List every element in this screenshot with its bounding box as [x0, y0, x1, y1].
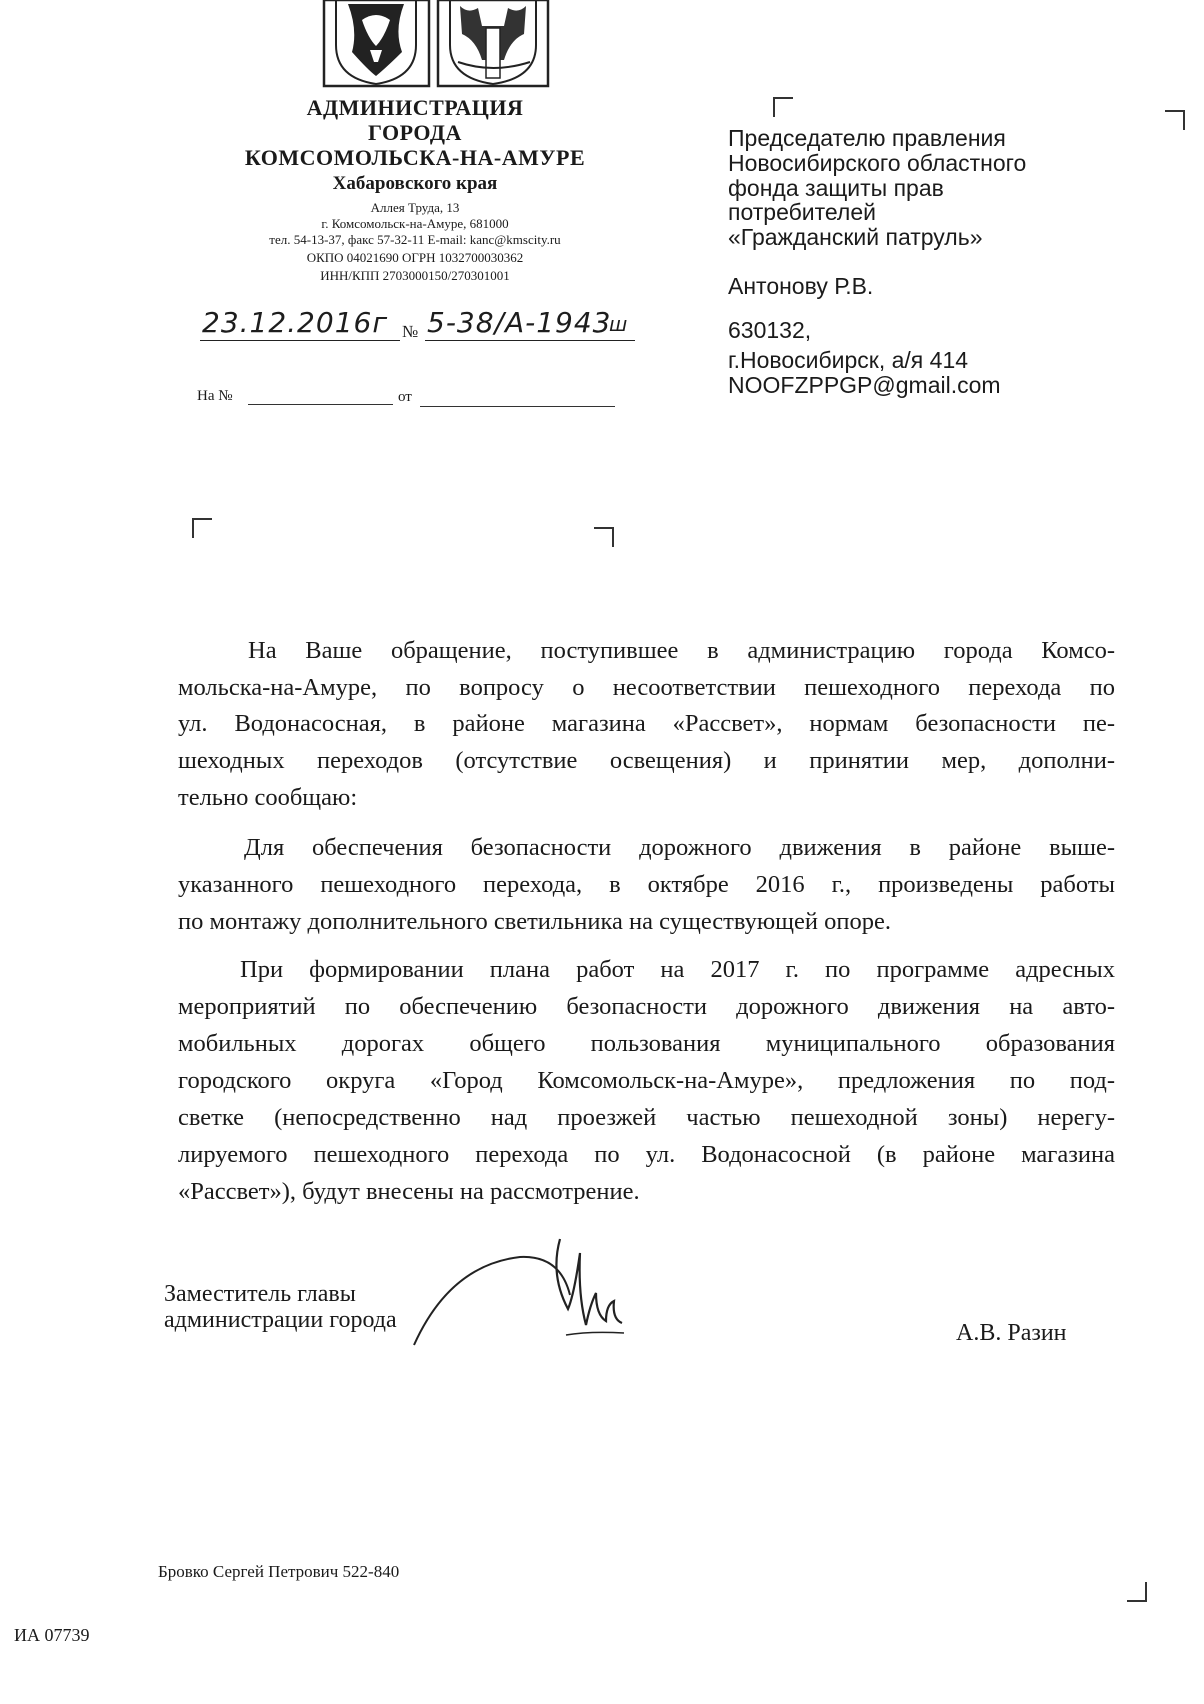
- body-p1-line-1: На Ваше обращение, поступившее в администрацию города Комсо-: [248, 637, 1115, 664]
- sender-org-line2: ГОРОДА: [368, 120, 462, 145]
- addressee-corner-top-right: [1165, 110, 1185, 130]
- subject-corner-left: [192, 518, 212, 538]
- outgoing-number-line: [425, 306, 635, 341]
- addressee-line-4: потребителей: [728, 199, 876, 225]
- addressee-line-3: фонда защиты прав: [728, 175, 944, 201]
- outgoing-date-line: [200, 306, 400, 341]
- body-p2-line-1: Для обеспечения безопасности дорожного движения в районе выше-: [244, 834, 1115, 861]
- body-p3-line-7: «Рассвет»), будут внесены на рассмотрение.: [178, 1178, 640, 1205]
- body-p2-line-3: по монтажу дополнительного светильника на существующей опоре.: [178, 908, 892, 935]
- page-corner-bottom-right: [1127, 1582, 1147, 1602]
- addressee-city: г.Новосибирск, а/я 414: [728, 347, 969, 373]
- addressee-line-5: «Гражданский патруль»: [728, 224, 983, 250]
- outgoing-number-suffix: ш: [609, 312, 629, 336]
- coat-of-arms-emblem: [318, 0, 568, 92]
- subject-corner-right: [594, 527, 614, 547]
- addressee-name: Антонову Р.В.: [728, 273, 874, 299]
- body-p3-line-3: мобильных дорогах общего пользования муниципального образования: [178, 1030, 1115, 1057]
- signatory-name: А.В. Разин: [956, 1320, 1067, 1346]
- signatory-position-1: Заместитель главы: [164, 1281, 356, 1307]
- reference-number-blank: [248, 404, 393, 405]
- body-p1-line-2: мольска-на-Амуре, по вопросу о несоответствии пешеходного перехода по: [178, 674, 1115, 701]
- outgoing-date: 23.12.2016г: [202, 306, 389, 339]
- executor-info: Бровко Сергей Петрович 522-840: [158, 1562, 400, 1581]
- body-p3-line-5: светке (непосредственно над проезжей частью пешеходной зоны) нерегу-: [178, 1104, 1115, 1131]
- sender-inn-kpp: ИНН/КПП 2703000150/270301001: [320, 268, 510, 283]
- sender-okpo-ogrn: ОКПО 04021690 ОГРН 1032700030362: [306, 250, 524, 265]
- body-p2-line-2: указанного пешеходного перехода, в октябре 2016 г., произведены работы: [178, 871, 1115, 898]
- sender-org-line1: АДМИНИСТРАЦИЯ: [306, 95, 524, 120]
- body-p3-line-2: мероприятий по обеспечению безопасности дорожного движения на авто-: [178, 993, 1115, 1020]
- body-p3-line-1: При формировании плана работ на 2017 г. по программе адресных: [240, 956, 1115, 983]
- sender-org-line3: КОМСОМОЛЬСКА-НА-АМУРЕ: [244, 145, 586, 170]
- signatory-position-2: администрации города: [164, 1307, 397, 1333]
- body-p3-line-4: городского округа «Город Комсомольск-на-Амуре», предложения по под-: [178, 1067, 1115, 1094]
- addressee-corner-top-left: [773, 97, 793, 117]
- body-p1-line-3: ул. Водонасосная, в районе магазина «Рассвет», нормам безопасности пе-: [178, 710, 1115, 737]
- outgoing-number-sign: №: [402, 322, 419, 341]
- registration-number: ИА 07739: [14, 1625, 90, 1645]
- sender-address-street: Аллея Труда, 13: [370, 200, 460, 215]
- reference-from-label: от: [398, 389, 412, 405]
- addressee-line-1: Председателю правления: [728, 125, 1006, 151]
- sender-region: Хабаровского края: [332, 173, 498, 194]
- body-p1-line-4: шеходных переходов (отсутствие освещения) и принятии мер, дополни-: [178, 747, 1115, 774]
- body-p3-line-6: лируемого пешеходного перехода по ул. Водонасосной (в районе магазина: [178, 1141, 1115, 1168]
- addressee-postcode: 630132,: [728, 317, 812, 343]
- addressee-line-2: Новосибирского областного: [728, 150, 1027, 176]
- sender-address-city: г. Комсомольск-на-Амуре, 681000: [321, 216, 509, 231]
- body-p1-line-5: тельно сообщаю:: [178, 784, 358, 811]
- handwritten-signature: [410, 1235, 640, 1355]
- sender-contacts: тел. 54-13-37, факс 57-32-11 E-mail: kanc@kmscity.ru: [269, 232, 561, 247]
- addressee-email: NOOFZPPGP@gmail.com: [728, 372, 1001, 398]
- reference-from-blank: [420, 406, 615, 407]
- reference-number-label: На №: [197, 388, 233, 404]
- outgoing-number: 5-38/А-1943: [427, 306, 612, 339]
